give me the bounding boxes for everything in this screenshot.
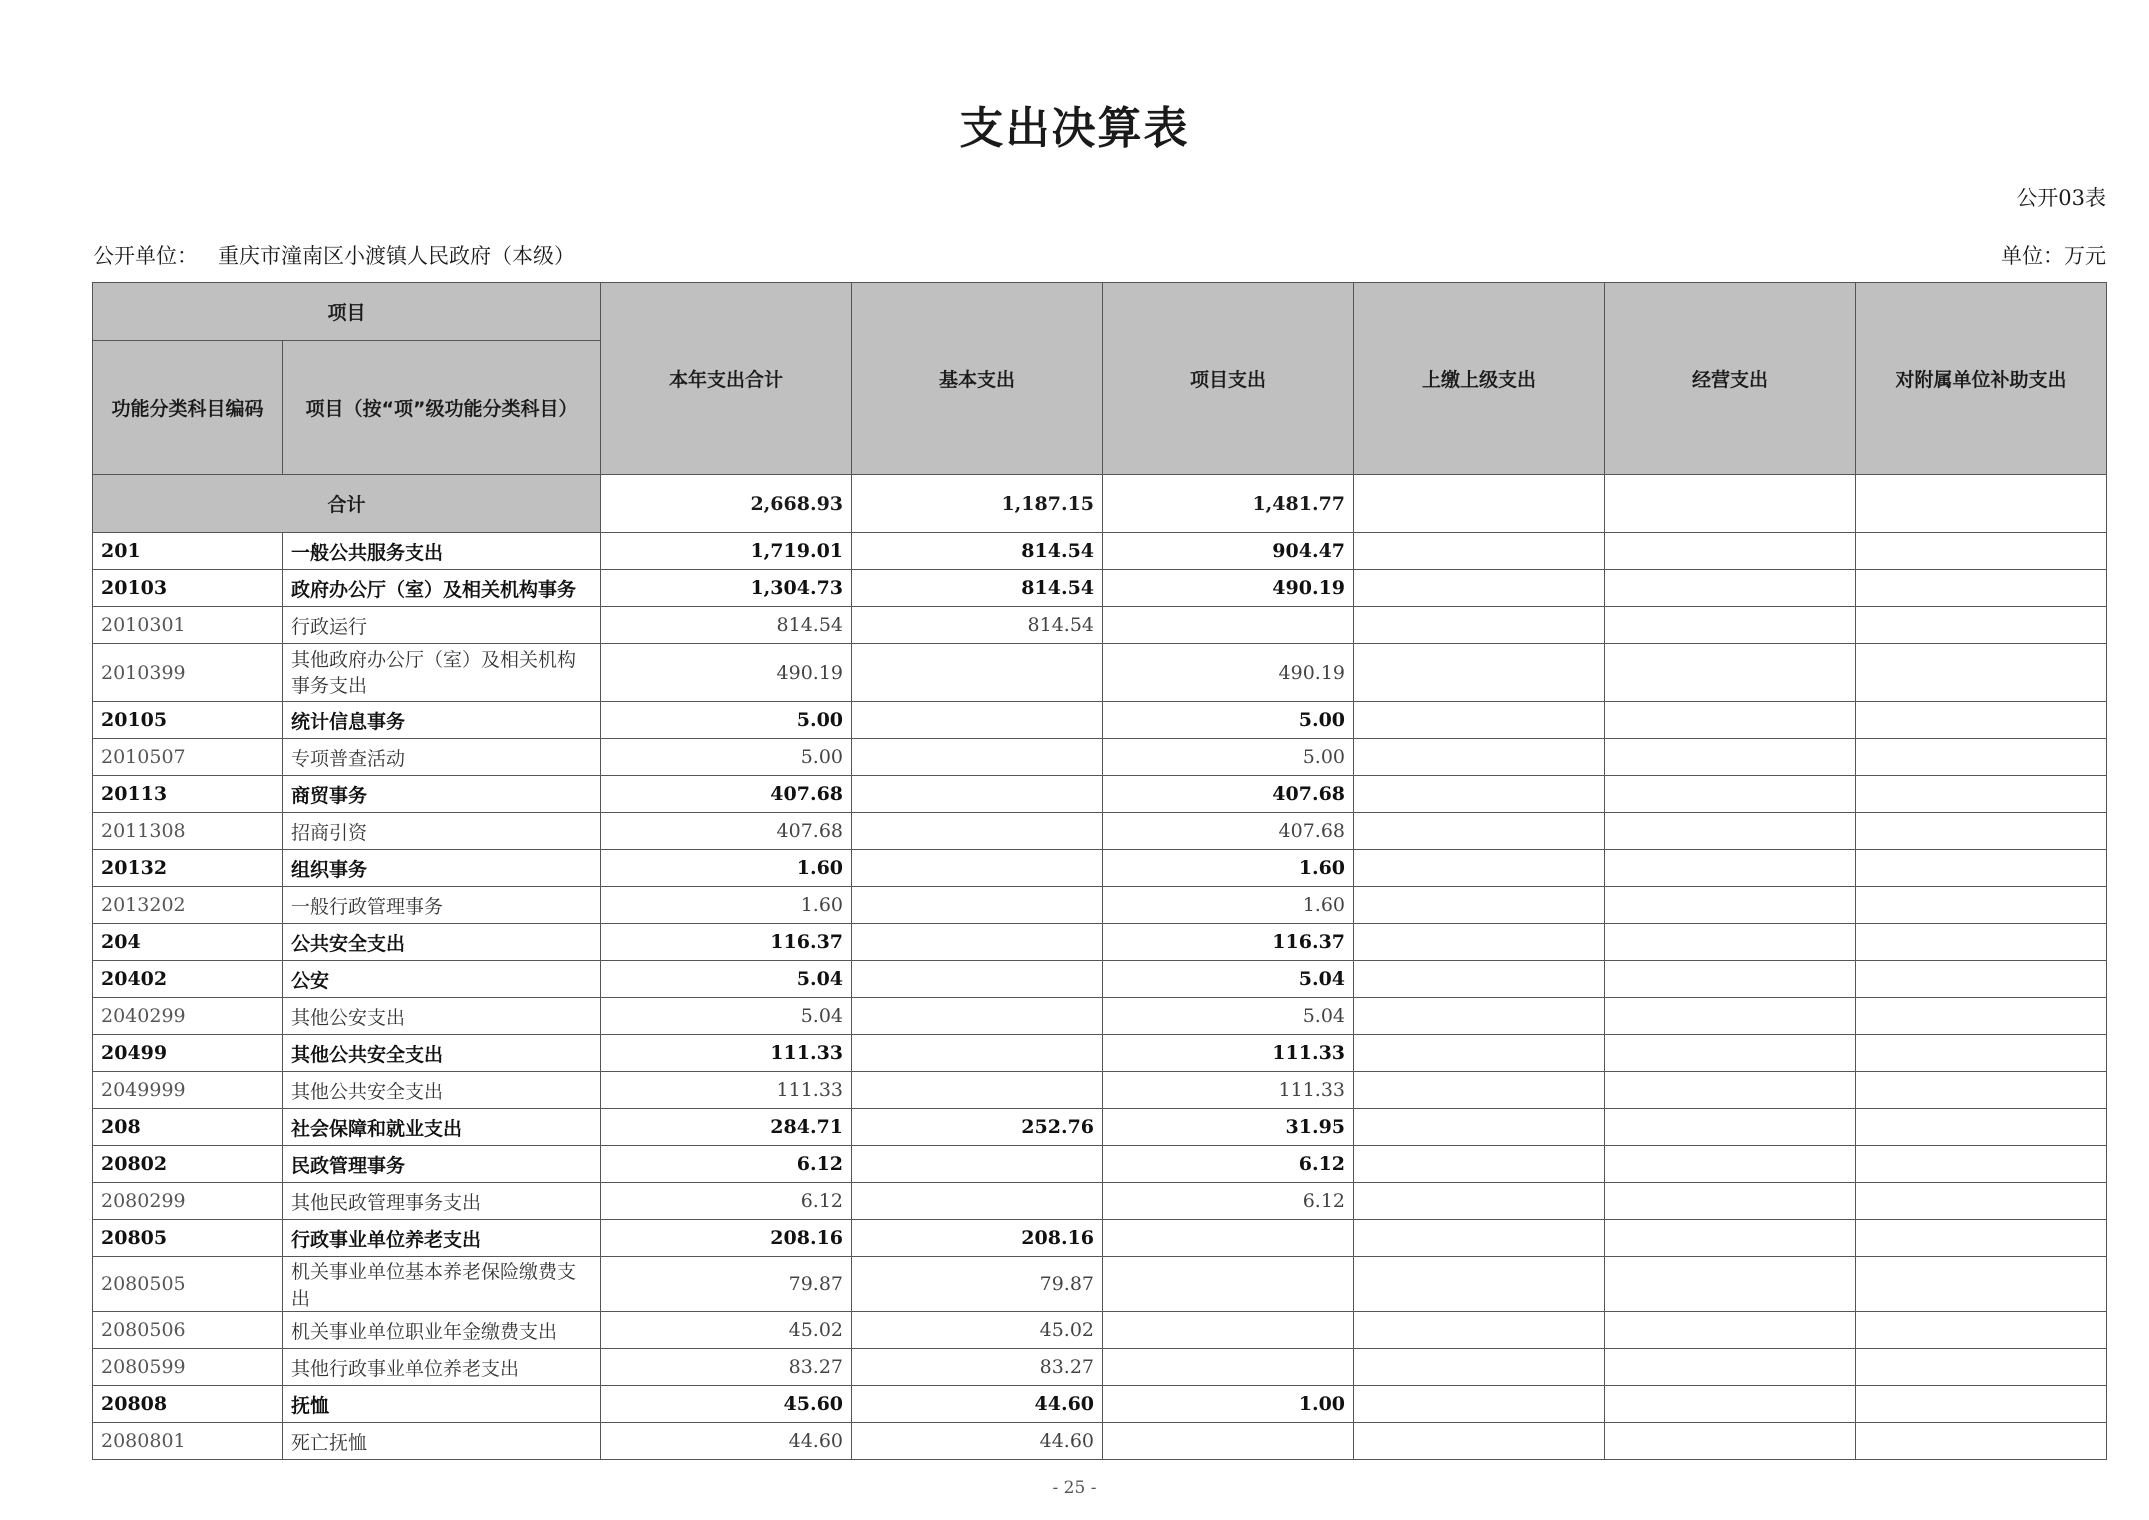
row-code: 2080505 xyxy=(93,1257,283,1312)
row-upper xyxy=(1354,1423,1605,1460)
row-operating xyxy=(1605,961,1856,998)
form-number: 公开03表 xyxy=(2016,186,2106,210)
row-subsidy xyxy=(1856,1312,2107,1349)
row-code: 2040299 xyxy=(93,998,283,1035)
row-name: 公共安全支出 xyxy=(283,924,601,961)
table-row xyxy=(93,998,2107,1035)
row-operating xyxy=(1605,644,1856,702)
row-basic: 45.02 xyxy=(852,1312,1103,1349)
row-total: 44.60 xyxy=(601,1423,852,1460)
row-total: 1,719.01 xyxy=(601,533,852,570)
table-row xyxy=(93,924,2107,961)
row-upper xyxy=(1354,1035,1605,1072)
row-basic xyxy=(852,813,1103,850)
row-basic xyxy=(852,739,1103,776)
table-row xyxy=(93,1183,2107,1220)
row-project: 407.68 xyxy=(1103,813,1354,850)
row-name: 公安 xyxy=(283,961,601,998)
row-code: 2013202 xyxy=(93,887,283,924)
row-operating xyxy=(1605,1035,1856,1072)
row-basic: 208.16 xyxy=(852,1220,1103,1257)
row-name: 民政管理事务 xyxy=(283,1146,601,1183)
row-code: 2080299 xyxy=(93,1183,283,1220)
table-row xyxy=(93,887,2107,924)
row-subsidy xyxy=(1856,998,2107,1035)
row-code: 204 xyxy=(93,924,283,961)
row-operating xyxy=(1605,813,1856,850)
table-row xyxy=(93,533,2107,570)
row-total: 5.00 xyxy=(601,739,852,776)
row-basic xyxy=(852,776,1103,813)
header-upper-remit: 上缴上级支出 xyxy=(1354,283,1605,475)
row-operating xyxy=(1605,607,1856,644)
row-total: 83.27 xyxy=(601,1349,852,1386)
row-name: 其他政府办公厅（室）及相关机构事务支出 xyxy=(283,644,601,702)
row-project: 5.00 xyxy=(1103,702,1354,739)
total-project: 1,481.77 xyxy=(1103,475,1354,533)
row-project xyxy=(1103,607,1354,644)
row-operating xyxy=(1605,998,1856,1035)
row-total: 116.37 xyxy=(601,924,852,961)
row-subsidy xyxy=(1856,1220,2107,1257)
row-upper xyxy=(1354,1109,1605,1146)
row-basic: 252.76 xyxy=(852,1109,1103,1146)
row-subsidy xyxy=(1856,961,2107,998)
row-operating xyxy=(1605,1220,1856,1257)
row-name: 其他公共安全支出 xyxy=(283,1072,601,1109)
total-operating xyxy=(1605,475,1856,533)
row-basic xyxy=(852,887,1103,924)
row-operating xyxy=(1605,887,1856,924)
row-upper xyxy=(1354,570,1605,607)
table-row xyxy=(93,813,2107,850)
expenditure-table xyxy=(92,282,2107,1460)
total-basic: 1,187.15 xyxy=(852,475,1103,533)
table-row xyxy=(93,1386,2107,1423)
row-name: 机关事业单位职业年金缴费支出 xyxy=(283,1312,601,1349)
row-total: 5.00 xyxy=(601,702,852,739)
row-name: 商贸事务 xyxy=(283,776,601,813)
row-name: 其他公安支出 xyxy=(283,998,601,1035)
row-upper xyxy=(1354,644,1605,702)
total-row xyxy=(93,475,2107,533)
row-name: 一般公共服务支出 xyxy=(283,533,601,570)
table-row xyxy=(93,739,2107,776)
row-name: 机关事业单位基本养老保险缴费支出 xyxy=(283,1257,601,1312)
row-total: 490.19 xyxy=(601,644,852,702)
row-basic: 814.54 xyxy=(852,533,1103,570)
total-subsidy xyxy=(1856,475,2107,533)
row-code: 20132 xyxy=(93,850,283,887)
table-row xyxy=(93,607,2107,644)
header-code: 功能分类科目编码 xyxy=(93,341,283,475)
row-name: 组织事务 xyxy=(283,850,601,887)
row-operating xyxy=(1605,570,1856,607)
row-basic xyxy=(852,1183,1103,1220)
row-code: 2080801 xyxy=(93,1423,283,1460)
row-name: 社会保障和就业支出 xyxy=(283,1109,601,1146)
row-operating xyxy=(1605,702,1856,739)
row-basic xyxy=(852,1146,1103,1183)
row-subsidy xyxy=(1856,924,2107,961)
table-row xyxy=(93,1035,2107,1072)
row-project: 111.33 xyxy=(1103,1035,1354,1072)
row-upper xyxy=(1354,1257,1605,1312)
header-project-expenditure: 项目支出 xyxy=(1103,283,1354,475)
row-upper xyxy=(1354,1386,1605,1423)
row-subsidy xyxy=(1856,702,2107,739)
row-total: 45.02 xyxy=(601,1312,852,1349)
row-subsidy xyxy=(1856,813,2107,850)
row-basic: 814.54 xyxy=(852,607,1103,644)
row-project: 5.04 xyxy=(1103,998,1354,1035)
row-name: 行政事业单位养老支出 xyxy=(283,1220,601,1257)
row-subsidy xyxy=(1856,739,2107,776)
row-subsidy xyxy=(1856,1072,2107,1109)
row-operating xyxy=(1605,1349,1856,1386)
row-operating xyxy=(1605,776,1856,813)
row-code: 201 xyxy=(93,533,283,570)
row-basic xyxy=(852,998,1103,1035)
row-project: 6.12 xyxy=(1103,1183,1354,1220)
row-subsidy xyxy=(1856,1035,2107,1072)
table-row xyxy=(93,1220,2107,1257)
row-total: 208.16 xyxy=(601,1220,852,1257)
row-subsidy xyxy=(1856,1183,2107,1220)
row-basic xyxy=(852,1035,1103,1072)
row-upper xyxy=(1354,998,1605,1035)
row-subsidy xyxy=(1856,1146,2107,1183)
row-name: 一般行政管理事务 xyxy=(283,887,601,924)
total-upper xyxy=(1354,475,1605,533)
currency-unit: 单位：万元 xyxy=(2001,244,2106,268)
row-name: 其他行政事业单位养老支出 xyxy=(283,1349,601,1386)
row-subsidy xyxy=(1856,644,2107,702)
row-project: 6.12 xyxy=(1103,1146,1354,1183)
table-row xyxy=(93,1072,2107,1109)
row-operating xyxy=(1605,1423,1856,1460)
row-subsidy xyxy=(1856,1349,2107,1386)
row-operating xyxy=(1605,850,1856,887)
row-name: 专项普查活动 xyxy=(283,739,601,776)
row-code: 20402 xyxy=(93,961,283,998)
row-total: 45.60 xyxy=(601,1386,852,1423)
row-operating xyxy=(1605,1072,1856,1109)
row-operating xyxy=(1605,1312,1856,1349)
row-project xyxy=(1103,1349,1354,1386)
row-name: 统计信息事务 xyxy=(283,702,601,739)
row-code: 20113 xyxy=(93,776,283,813)
header-project: 项目 xyxy=(93,283,601,341)
row-name: 抚恤 xyxy=(283,1386,601,1423)
row-subsidy xyxy=(1856,570,2107,607)
row-basic: 814.54 xyxy=(852,570,1103,607)
row-total: 407.68 xyxy=(601,776,852,813)
row-code: 20802 xyxy=(93,1146,283,1183)
reporting-unit-name: 重庆市潼南区小渡镇人民政府（本级） xyxy=(218,244,575,268)
row-upper xyxy=(1354,702,1605,739)
row-code: 208 xyxy=(93,1109,283,1146)
row-project: 904.47 xyxy=(1103,533,1354,570)
row-upper xyxy=(1354,961,1605,998)
row-code: 2011308 xyxy=(93,813,283,850)
row-basic xyxy=(852,850,1103,887)
row-upper xyxy=(1354,1146,1605,1183)
row-total: 5.04 xyxy=(601,998,852,1035)
row-upper xyxy=(1354,776,1605,813)
row-upper xyxy=(1354,739,1605,776)
row-subsidy xyxy=(1856,887,2107,924)
row-total: 5.04 xyxy=(601,961,852,998)
row-project: 490.19 xyxy=(1103,644,1354,702)
row-code: 20105 xyxy=(93,702,283,739)
row-basic xyxy=(852,961,1103,998)
header-total: 本年支出合计 xyxy=(601,283,852,475)
reporting-unit-label: 公开单位： xyxy=(93,244,198,268)
row-basic xyxy=(852,1072,1103,1109)
row-operating xyxy=(1605,739,1856,776)
table-row xyxy=(93,1257,2107,1312)
row-total: 1.60 xyxy=(601,850,852,887)
row-name: 招商引资 xyxy=(283,813,601,850)
row-subsidy xyxy=(1856,1386,2107,1423)
page-title: 支出决算表 xyxy=(959,103,1190,154)
row-project: 1.60 xyxy=(1103,887,1354,924)
row-code: 2080599 xyxy=(93,1349,283,1386)
row-total: 6.12 xyxy=(601,1183,852,1220)
table-row xyxy=(93,961,2107,998)
row-subsidy xyxy=(1856,776,2107,813)
row-upper xyxy=(1354,1312,1605,1349)
row-basic xyxy=(852,702,1103,739)
row-operating xyxy=(1605,1109,1856,1146)
row-project: 490.19 xyxy=(1103,570,1354,607)
table-row xyxy=(93,1349,2107,1386)
row-basic: 44.60 xyxy=(852,1386,1103,1423)
header-subsidy: 对附属单位补助支出 xyxy=(1856,283,2107,475)
row-upper xyxy=(1354,1220,1605,1257)
row-subsidy xyxy=(1856,1257,2107,1312)
row-project: 407.68 xyxy=(1103,776,1354,813)
row-basic: 83.27 xyxy=(852,1349,1103,1386)
row-upper xyxy=(1354,1183,1605,1220)
table-row xyxy=(93,702,2107,739)
row-basic: 79.87 xyxy=(852,1257,1103,1312)
row-upper xyxy=(1354,1349,1605,1386)
row-project xyxy=(1103,1220,1354,1257)
total-amount: 2,668.93 xyxy=(601,475,852,533)
row-upper xyxy=(1354,924,1605,961)
row-project xyxy=(1103,1423,1354,1460)
row-total: 79.87 xyxy=(601,1257,852,1312)
row-basic xyxy=(852,644,1103,702)
row-operating xyxy=(1605,924,1856,961)
row-upper xyxy=(1354,533,1605,570)
row-name: 其他公共安全支出 xyxy=(283,1035,601,1072)
row-project: 5.00 xyxy=(1103,739,1354,776)
row-project: 5.04 xyxy=(1103,961,1354,998)
row-operating xyxy=(1605,533,1856,570)
row-operating xyxy=(1605,1183,1856,1220)
header-name: 项目（按“项”级功能分类科目） xyxy=(283,341,601,475)
row-operating xyxy=(1605,1146,1856,1183)
row-total: 407.68 xyxy=(601,813,852,850)
row-code: 2010399 xyxy=(93,644,283,702)
row-total: 6.12 xyxy=(601,1146,852,1183)
row-project: 1.60 xyxy=(1103,850,1354,887)
table-row xyxy=(93,1423,2107,1460)
row-subsidy xyxy=(1856,607,2107,644)
row-project: 1.00 xyxy=(1103,1386,1354,1423)
row-name: 其他民政管理事务支出 xyxy=(283,1183,601,1220)
table-row xyxy=(93,850,2107,887)
header-basic: 基本支出 xyxy=(852,283,1103,475)
row-total: 284.71 xyxy=(601,1109,852,1146)
table-row xyxy=(93,1312,2107,1349)
row-code: 20808 xyxy=(93,1386,283,1423)
row-upper xyxy=(1354,850,1605,887)
row-basic xyxy=(852,924,1103,961)
table-row xyxy=(93,776,2107,813)
row-code: 20499 xyxy=(93,1035,283,1072)
row-basic: 44.60 xyxy=(852,1423,1103,1460)
row-operating xyxy=(1605,1257,1856,1312)
header-operating: 经营支出 xyxy=(1605,283,1856,475)
row-project xyxy=(1103,1312,1354,1349)
row-code: 2010301 xyxy=(93,607,283,644)
row-upper xyxy=(1354,1072,1605,1109)
row-upper xyxy=(1354,607,1605,644)
table-row xyxy=(93,570,2107,607)
row-total: 1.60 xyxy=(601,887,852,924)
row-upper xyxy=(1354,887,1605,924)
row-project: 31.95 xyxy=(1103,1109,1354,1146)
table-row xyxy=(93,644,2107,702)
row-project xyxy=(1103,1257,1354,1312)
row-total: 1,304.73 xyxy=(601,570,852,607)
row-name: 政府办公厅（室）及相关机构事务 xyxy=(283,570,601,607)
reporting-unit xyxy=(93,240,595,270)
row-code: 2049999 xyxy=(93,1072,283,1109)
row-project: 116.37 xyxy=(1103,924,1354,961)
row-upper xyxy=(1354,813,1605,850)
table-row xyxy=(93,1146,2107,1183)
row-code: 2080506 xyxy=(93,1312,283,1349)
row-total: 111.33 xyxy=(601,1072,852,1109)
row-subsidy xyxy=(1856,1423,2107,1460)
row-operating xyxy=(1605,1386,1856,1423)
row-project: 111.33 xyxy=(1103,1072,1354,1109)
row-subsidy xyxy=(1856,850,2107,887)
row-subsidy xyxy=(1856,1109,2107,1146)
row-total: 814.54 xyxy=(601,607,852,644)
row-code: 2010507 xyxy=(93,739,283,776)
row-name: 行政运行 xyxy=(283,607,601,644)
row-name: 死亡抚恤 xyxy=(283,1423,601,1460)
row-subsidy xyxy=(1856,533,2107,570)
row-total: 111.33 xyxy=(601,1035,852,1072)
row-code: 20103 xyxy=(93,570,283,607)
table-row xyxy=(93,1109,2107,1146)
page-number: - 25 - xyxy=(1052,1478,1097,1498)
row-code: 20805 xyxy=(93,1220,283,1257)
total-label: 合计 xyxy=(93,475,601,533)
